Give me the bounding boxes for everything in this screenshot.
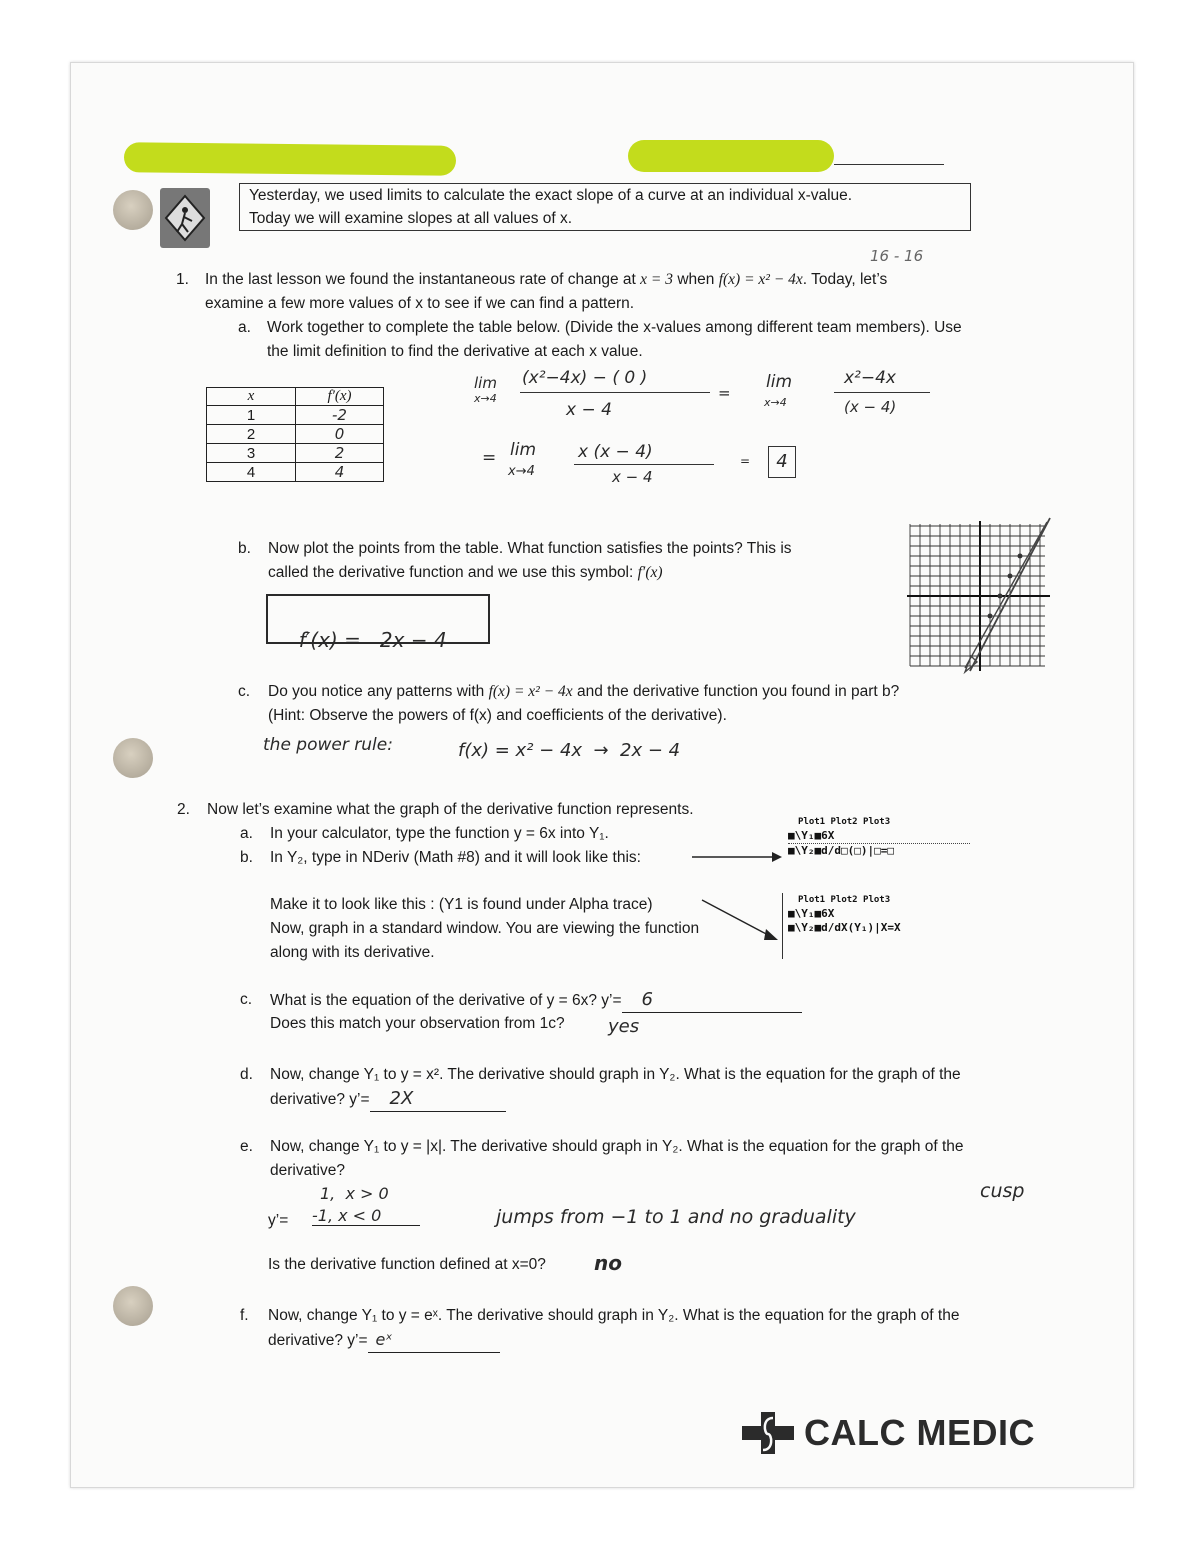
- graph-point: [1008, 574, 1013, 579]
- calculator-screen-2: [782, 893, 938, 959]
- equals-1: =: [718, 384, 731, 402]
- calculator-screen-1: [788, 815, 970, 865]
- q2d-line2-text: derivative? y’=: [270, 1091, 370, 1108]
- q2e-question: Is the derivative function defined at x=0?: [268, 1256, 546, 1273]
- date-redaction: [628, 140, 834, 172]
- calc-medic-logo: [742, 1408, 1035, 1458]
- lim-1-sub: x→4: [474, 392, 497, 405]
- q2e-piece-1: 1, x > 0: [320, 1184, 389, 1203]
- q2e-note: jumps from −1 to 1 and no graduality: [496, 1206, 856, 1228]
- q1a-line1: Work together to complete the table below. (Divide the x-values among different team members). Use: [267, 319, 962, 336]
- q1a-line2: the limit definition to find the derivative at each x value.: [267, 343, 643, 360]
- lim-3-sub: x→4: [508, 464, 535, 479]
- lim-2: lim: [766, 372, 793, 392]
- binder-hole-middle: [113, 738, 153, 778]
- table-header-fprime: f′(x): [296, 388, 384, 406]
- intro-line-2: Today we will examine slopes at all values of x.: [249, 210, 573, 227]
- calc1-y1: ■\Y₁■6X: [788, 829, 835, 842]
- calc-medic-logo-icon: [742, 1410, 794, 1456]
- q2c-line1: [270, 988, 802, 1013]
- q2-number: 2.: [177, 801, 190, 818]
- q1-eq-x3: x = 3: [640, 271, 674, 288]
- binder-hole-bottom: [113, 1286, 153, 1326]
- graph-point: [1018, 554, 1023, 559]
- denominator-3: x − 4: [612, 468, 653, 486]
- table-header-row: [207, 388, 384, 406]
- q2-make-line3: along with its derivative.: [270, 944, 435, 961]
- calc2-y2: ■\Y₂■d/dX(Y₁)|X=X: [788, 921, 901, 934]
- numerator-3: x (x − 4): [578, 442, 653, 462]
- q1c-label: c.: [238, 683, 251, 700]
- calc1-header: Plot1 Plot2 Plot3: [798, 817, 891, 827]
- q2b-label: b.: [240, 849, 253, 866]
- q1-text-b: when: [677, 271, 715, 288]
- denominator-1: x − 4: [566, 400, 612, 420]
- q1b-symbol: f′(x): [637, 564, 663, 581]
- lim-3: lim: [510, 440, 537, 460]
- margin-note: 16 - 16: [870, 247, 924, 265]
- q1c-line1: [268, 680, 899, 704]
- intro-line-1: Yesterday, we used limits to calculate the exact slope of a curve at an individual x-value.: [249, 187, 853, 204]
- graph-point: [998, 594, 1003, 599]
- q2f-line2-text: derivative? y’=: [268, 1332, 368, 1349]
- construction-sign-icon: [160, 188, 210, 248]
- q2f-line1: Now, change Y₁ to y = eˣ. The derivative should graph in Y₂. What is the equation for the graph of the: [268, 1307, 960, 1324]
- q2e-prefix: y’=: [268, 1212, 289, 1229]
- q1c-line2: (Hint: Observe the powers of f(x) and coefficients of the derivative).: [268, 707, 727, 724]
- table-cell-fprime: 4: [296, 463, 384, 482]
- q2e-line1: Now, change Y₁ to y = |x|. The derivative should graph in Y₂. What is the equation for the graph of the: [270, 1138, 964, 1155]
- q1-number: 1.: [176, 271, 189, 288]
- q1-text-c: . Today, let’s: [802, 271, 888, 288]
- q2e-piece-2: -1, x < 0: [312, 1206, 420, 1226]
- table-cell-fprime: -2: [296, 406, 384, 425]
- warning-sign-icon: [160, 188, 210, 248]
- q2c-line2: Does this match your observation from 1c?: [270, 1015, 565, 1032]
- q2b-text: In Y₂, type in NDeriv (Math #8) and it will look like this:: [270, 849, 641, 866]
- q2e-line2: derivative?: [270, 1162, 345, 1179]
- q1b-label: b.: [238, 540, 251, 557]
- q2d-line1: Now, change Y₁ to y = x². The derivative should graph in Y₂. What is the equation for the graph of the: [270, 1066, 961, 1083]
- table-cell-x: 3: [207, 444, 296, 463]
- q2c-answer-1: 6: [622, 988, 802, 1013]
- graph-point: [988, 614, 993, 619]
- table-cell-x: 4: [207, 463, 296, 482]
- fraction-bar-1: [520, 392, 710, 393]
- q1c-line1c: and the derivative function you found in part b?: [576, 683, 900, 700]
- q2-text: Now let’s examine what the graph of the derivative function represents.: [207, 801, 694, 818]
- q1b-answer-box: [266, 594, 490, 652]
- table-row: [207, 425, 384, 444]
- q2a-label: a.: [240, 825, 253, 842]
- equals-2: =: [482, 448, 497, 468]
- q1b-line2-text: called the derivative function and we use this symbol:: [268, 564, 634, 581]
- q2f-label: f.: [240, 1307, 249, 1324]
- q2e-label: e.: [240, 1138, 253, 1155]
- date-line: [834, 164, 944, 165]
- binder-hole-top: [113, 190, 153, 230]
- q1-text-a: In the last lesson we found the instantaneous rate of change at: [205, 271, 636, 288]
- q2-make-line1: Make it to look like this : (Y1 is found under Alpha trace): [270, 896, 653, 913]
- table-row: [207, 463, 384, 482]
- q2d-label: d.: [240, 1066, 253, 1083]
- fraction-bar-2: [834, 392, 930, 393]
- table-cell-fprime: 0: [296, 425, 384, 444]
- q1c-handwriting-1: the power rule:: [263, 735, 393, 755]
- q1-text-line1: [205, 268, 887, 292]
- calc2-y1: ■\Y₁■6X: [788, 907, 835, 920]
- q1c-handwriting-2: f(x) = x² − 4x → 2x − 4: [458, 740, 681, 761]
- fraction-bar-3: [574, 464, 714, 465]
- q1-eq-fx: f(x) = x² − 4x: [718, 271, 803, 288]
- intro-box: [239, 183, 971, 231]
- table-cell-x: 2: [207, 425, 296, 444]
- table-row: [207, 406, 384, 425]
- calc-medic-wordmark: CALC MEDIC: [804, 1412, 1035, 1453]
- q1c-line1a: Do you notice any patterns with: [268, 683, 485, 700]
- derivative-table: [206, 387, 384, 482]
- q2c-line1-text: What is the equation of the derivative of y = 6x? y’=: [270, 992, 622, 1009]
- denominator-2: (x − 4): [844, 398, 897, 416]
- q2f-line2: [268, 1328, 500, 1353]
- lim-2-sub: x→4: [764, 396, 787, 409]
- table-cell-fprime: 2: [296, 444, 384, 463]
- limit-work: [470, 368, 970, 498]
- q1b-line1: Now plot the points from the table. What function satisfies the points? This is: [268, 540, 792, 557]
- name-redaction: [124, 142, 456, 175]
- derivative-graph: [905, 516, 1055, 676]
- table-header-x: x: [207, 388, 296, 406]
- table-cell-x: 1: [207, 406, 296, 425]
- q1a-label: a.: [238, 319, 251, 336]
- arrow-to-calc-1: [692, 850, 782, 864]
- q2d-line2: [270, 1087, 506, 1112]
- q2-make-line2: Now, graph in a standard window. You are viewing the function: [270, 920, 700, 937]
- q1b-line2: [268, 561, 663, 585]
- lim-1: lim: [474, 374, 497, 392]
- arrow-to-calc-2: [700, 896, 780, 942]
- q1c-line1b: f(x) = x² − 4x: [488, 683, 573, 700]
- answer-box: 4: [768, 446, 796, 478]
- calc2-header: Plot1 Plot2 Plot3: [798, 895, 891, 905]
- q1b-answer: f′(x) = 2x − 4: [298, 628, 447, 652]
- table-row: [207, 444, 384, 463]
- q2e-cusp: cusp: [980, 1180, 1025, 1202]
- calc1-y2: ■\Y₂■d/d□(□)|□=□: [788, 843, 970, 858]
- equals-3: =: [740, 454, 751, 468]
- numerator-1: (x²−4x) − ( 0 ): [522, 368, 648, 388]
- q2e-answer: no: [594, 1251, 622, 1275]
- q2c-answer-2: yes: [608, 1016, 640, 1037]
- q2f-answer: eˣ: [368, 1328, 500, 1353]
- q1-text-line2: examine a few more values of x to see if we can find a pattern.: [205, 295, 635, 312]
- q2d-answer: 2X: [370, 1087, 506, 1112]
- numerator-2: x²−4x: [844, 368, 896, 388]
- q2a-text: In your calculator, type the function y = 6x into Y₁.: [270, 825, 609, 842]
- q2c-label: c.: [240, 991, 253, 1008]
